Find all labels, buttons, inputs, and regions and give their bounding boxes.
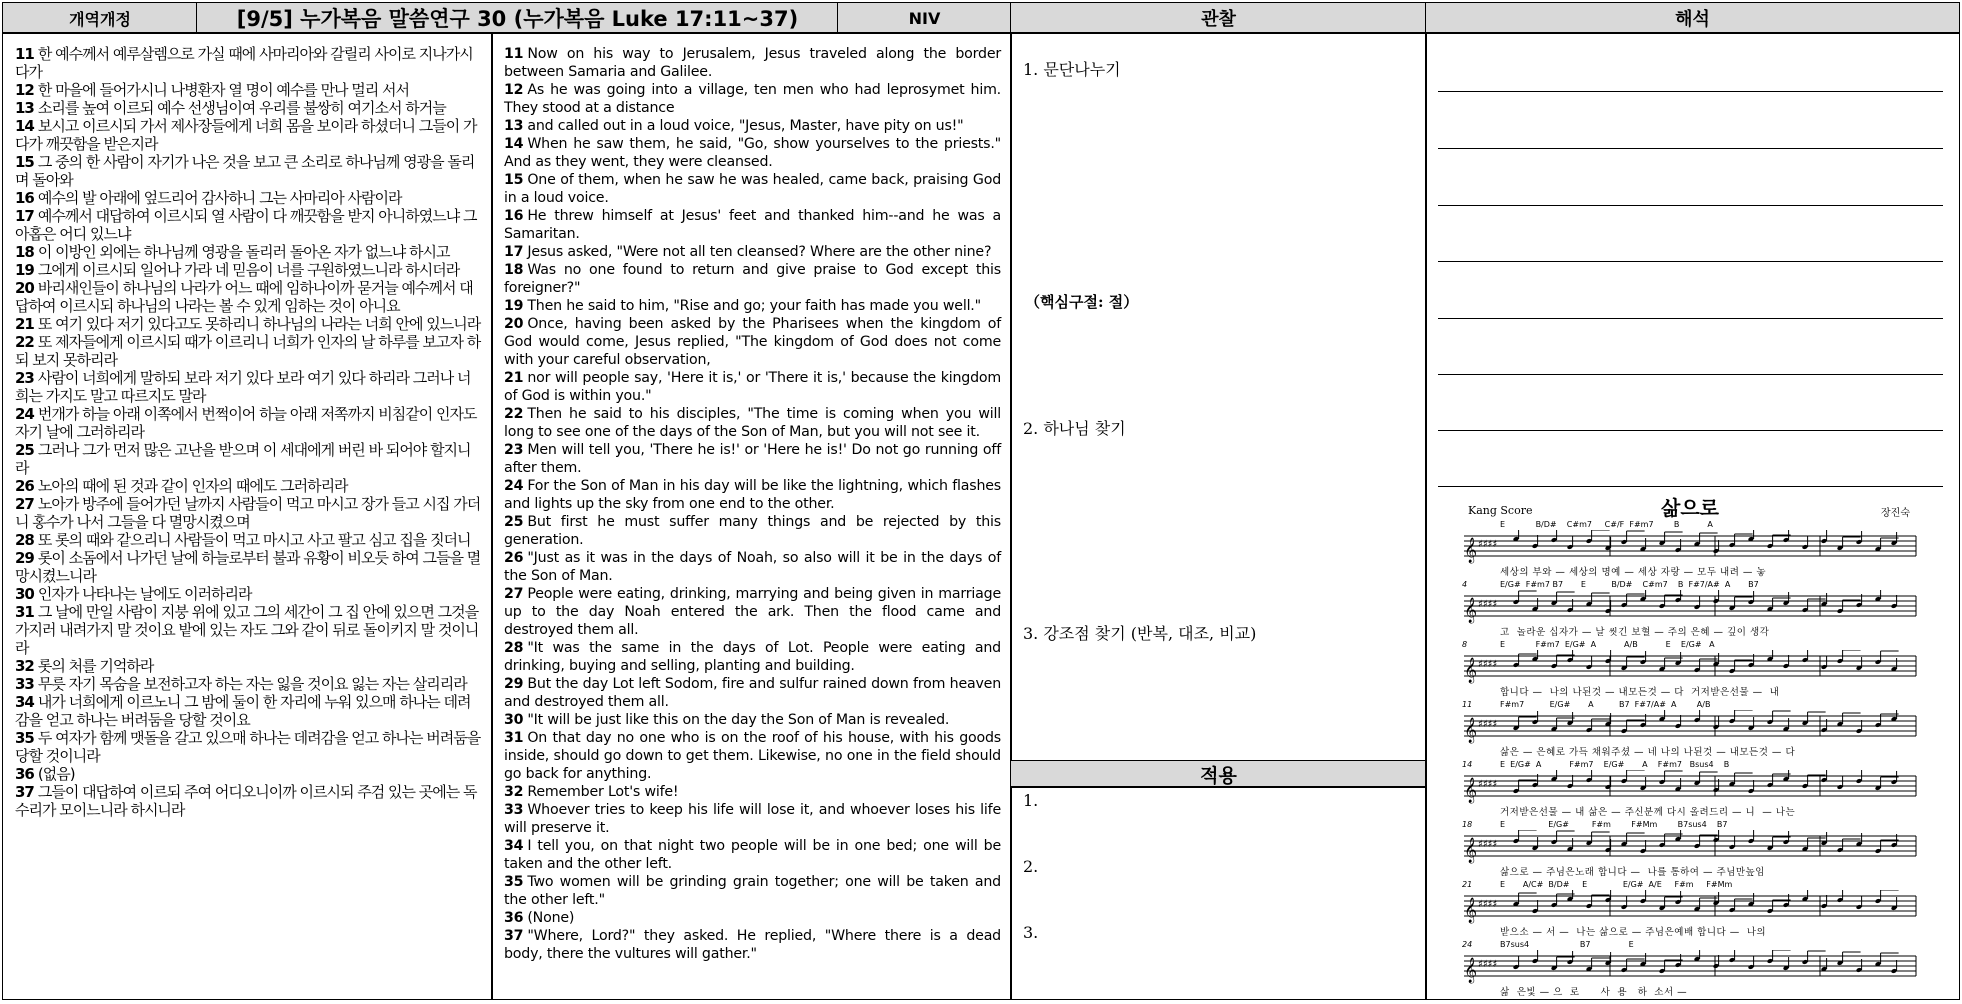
measure-number: 11 [1462,700,1473,709]
verse-ko-15: 15 그 중의 한 사람이 자기가 나은 것을 보고 큰 소리로 하나님께 영광을 돌리며 돌아와 [15,153,475,189]
treble-clef-icon: 𝄞 [1464,898,1478,923]
chord-symbols: F#m7 E/G# A B7 F#7/A# A A/B [1500,700,1711,709]
music-system [1460,640,1920,700]
score-composer: 장진숙 [1881,508,1910,519]
writing-line [1438,318,1943,319]
chord-symbols: B7sus4 B7 E [1500,940,1634,949]
verse-ko-20: 20 바리새인들이 하나님의 나라가 어느 때에 임하나이까 묻거늘 예수께서 대답하여 이르시되 하나님의 나라는 볼 수 있게 임하는 것이 아니요 [15,279,473,315]
staff [1460,710,1920,744]
verse-ko-27: 27 노아가 방주에 들어가던 날까지 사람들이 먹고 마시고 장가 들고 시집 가더니 홍수가 나서 그들을 다 멸망시켰으며 [15,495,481,531]
observation-header: 관찰 [1010,2,1427,34]
verse-en-23: 23 Men will tell you, 'There he is!' or 'Here he is!' Do not go running off after them. [504,442,1001,476]
verse-ko-24: 24 번개가 하늘 아래 이쪽에서 번쩍이어 하늘 아래 저쪽까지 비침같이 인자도 자기 날에 그러하리라 [15,405,477,441]
verse-ko-34: 34 내가 너희에게 이르노니 그 밤에 둘이 한 자리에 누워 있으매 하나는 데려감을 얻고 하나는 버려둠을 당할 것이요 [15,693,471,729]
verse-ko-13: 13 소리를 높여 이르되 예수 선생님이여 우리를 불쌍히 여기소서 하거늘 [15,99,446,117]
measure-number: 24 [1462,940,1473,949]
verse-ko-37: 37 그들이 대답하여 이르되 주여 어디오니이까 이르시되 주검 있는 곳에는 독수리가 모이느니라 하시니라 [15,783,477,819]
observation-paragraph-division: 1. 문단나누기 [1023,60,1121,79]
verse-en-15: 15 One of them, when he saw he was healed, came back, praising God in a loud voice. [504,172,1001,206]
staff [1460,650,1920,684]
verse-en-34: 34 I tell you, on that night two people will be in one bed; one will be taken and the other left. [504,838,1001,872]
verse-ko-18: 18 이 이방인 외에는 하나님께 영광을 돌리러 돌아온 자가 없느냐 하시고 [15,243,450,261]
korean-text-column [2,32,493,1000]
application-item-1: 1. [1023,791,1039,810]
treble-clef-icon: 𝄞 [1464,598,1478,623]
verse-en-37: 37 "Where, Lord?" they asked. He replied, "Where there is a dead body, there the vultures will gather." [504,928,1001,962]
application-panel [1010,786,1427,1000]
key-signature-icon: ♯♯♯♯ [1478,959,1498,970]
lyrics: 받으소 — 서 — 나는 삶으로 — 주님은예배 합니다 — 나의 [1500,927,1767,938]
observation-panel [1010,32,1427,762]
verse-ko-30: 30 인자가 나타나는 날에도 이러하리라 [15,585,252,603]
verse-en-13: 13 and called out in a loud voice, "Jesus, Master, have pity on us!" [504,118,964,134]
lyrics: 삶 은빛 — 으 로 사 용 하 소서 — [1500,987,1688,998]
verse-en-29: 29 But the day Lot left Sodom, fire and sulfur rained down from heaven and destroyed them all. [504,676,1001,710]
measure-number: 8 [1462,640,1468,649]
chord-symbols: E A/C# B/D# E E/G# A/E F#m F#Mm [1500,880,1733,889]
verse-en-36: 36 (None) [504,910,575,926]
staff [1460,530,1920,564]
writing-line [1438,261,1943,262]
verse-en-27: 27 People were eating, drinking, marrying and being given in marriage up to the day Noah entered the ark. Then the flood came and destroyed them all. [504,586,1001,638]
key-signature-icon: ♯♯♯♯ [1478,599,1498,610]
chord-symbols: E E/G# A F#m7 E/G# A F#m7 Bsus4 B [1500,760,1730,769]
key-signature-icon: ♯♯♯♯ [1478,719,1498,730]
observation-find-god: 2. 하나님 찾기 [1023,419,1126,438]
application-header: 적용 [1010,760,1427,788]
version-header: 개역개정 [2,2,198,34]
verse-ko-11: 11 한 예수께서 예루살렘으로 가실 때에 사마리아와 갈릴리 사이로 지나가시다가 [15,45,473,81]
verse-en-26: 26 "Just as it was in the days of Noah, so also will it be in the days of the Son of Man. [504,550,1001,584]
verse-en-31: 31 On that day no one who is on the roof of his house, with his goods inside, should go down to get them. Likewise, no one in the field should go back for anything. [504,730,1001,782]
verse-en-35: 35 Two women will be grinding grain together; one will be taken and the other left." [504,874,1001,908]
verse-ko-26: 26 노아의 때에 된 것과 같이 인자의 때에도 그러하리라 [15,477,348,495]
verse-ko-23: 23 사람이 너희에게 말하되 보라 저기 있다 보라 여기 있다 하리라 그러나 너희는 가지도 말고 따르지도 말라 [15,369,471,405]
verse-en-19: 19 Then he said to him, "Rise and go; your faith has made you well." [504,298,981,314]
verse-ko-19: 19 그에게 이르시되 일어나 가라 네 믿음이 너를 구원하였느니라 하시더라 [15,261,460,279]
verse-en-21: 21 nor will people say, 'Here it is,' or 'There it is,' because the kingdom of God is within you." [504,370,1001,404]
english-verse-list [504,45,1001,963]
verse-ko-29: 29 롯이 소돔에서 나가던 날에 하늘로부터 불과 유황이 비오듯 하여 그들을 멸망시켰느니라 [15,549,481,585]
sheet-music [1460,492,1920,1000]
lyrics: 고 놀라운 십자가 — 날 씻긴 보혈 — 주의 은혜 — 깊이 생각 [1500,627,1770,638]
staff [1460,590,1920,624]
verse-en-25: 25 But first he must suffer many things and be rejected by this generation. [504,514,1001,548]
treble-clef-icon: 𝄞 [1464,718,1478,743]
writing-line [1438,374,1943,375]
staff [1460,950,1920,984]
music-system [1460,580,1920,640]
measure-number: 4 [1462,580,1468,589]
staff [1460,830,1920,864]
verse-ko-36: 36 (없음) [15,765,75,783]
chord-symbols: E B/D# C#m7 C#/F F#m7 B A [1500,520,1713,529]
music-system [1460,760,1920,820]
lyrics: 삶은 — 은혜로 가득 채워주셨 — 네 나의 나된것 — 내모든것 — 다 [1500,747,1796,758]
verse-ko-16: 16 예수의 발 아래에 엎드리어 감사하니 그는 사마리아 사람이라 [15,189,402,207]
verse-ko-14: 14 보시고 이르시되 가서 제사장들에게 너희 몸을 보이라 하셨더니 그들이 가다가 깨끗함을 받은지라 [15,117,477,153]
verse-en-12: 12 As he was going into a village, ten men who had leprosymet him. They stood at a distance [504,82,1001,116]
verse-en-22: 22 Then he said to his disciples, "The time is coming when you will long to see one of the days of the Son of Man, but you will not see it. [504,406,1001,440]
verse-ko-35: 35 두 여자가 함께 맷돌을 갈고 있으매 하나는 데려감을 얻고 하나는 버려둠을 당할 것이니라 [15,729,481,765]
writing-line [1438,148,1943,149]
application-item-3: 3. [1023,923,1039,942]
music-system [1460,880,1920,940]
verse-ko-28: 28 또 롯의 때와 같으리니 사람들이 먹고 마시고 사고 팔고 심고 집을 짓더니 [15,531,471,549]
chord-symbols: E E/G# F#m F#Mm B7sus4 B7 [1500,820,1728,829]
treble-clef-icon: 𝄞 [1464,838,1478,863]
observation-emphasis: 3. 강조점 찾기 (반복, 대조, 비교) [1023,624,1257,643]
verse-en-30: 30 "It will be just like this on the day the Son of Man is revealed. [504,712,950,728]
music-system [1460,520,1920,580]
writing-line [1438,91,1943,92]
verse-en-17: 17 Jesus asked, "Were not all ten cleansed? Where are the other nine? [504,244,992,260]
key-signature-icon: ♯♯♯♯ [1478,779,1498,790]
verse-en-14: 14 When he saw them, he said, "Go, show yourselves to the priests." And as they went, they were cleansed. [504,136,1001,170]
treble-clef-icon: 𝄞 [1464,958,1478,983]
lyrics: 합니다 — 나의 나된것 — 내모든것 — 다 거저받은선물 — 내 [1500,687,1780,698]
lyrics: 거저받은선물 — 내 삶은 — 주신분께 다시 올려드리 — 니 — 나는 [1500,807,1796,818]
staff [1460,770,1920,804]
key-signature-icon: ♯♯♯♯ [1478,539,1498,550]
verse-en-16: 16 He threw himself at Jesus' feet and thanked him--and he was a Samaritan. [504,208,1001,242]
treble-clef-icon: 𝄞 [1464,658,1478,683]
verse-ko-31: 31 그 날에 만일 사람이 지붕 위에 있고 그의 세간이 그 집 안에 있으면 그것을 가지러 내려가지 말 것이요 밭에 있는 자도 그와 같이 뒤로 돌이키지 말 것이니라 [15,603,479,657]
application-item-2: 2. [1023,857,1039,876]
writing-line [1438,430,1943,431]
treble-clef-icon: 𝄞 [1464,778,1478,803]
music-system [1460,940,1920,1000]
treble-clef-icon: 𝄞 [1464,538,1478,563]
verse-ko-21: 21 또 여기 있다 저기 있다고도 못하리니 하나님의 나라는 너희 안에 있느니라 [15,315,481,333]
music-system [1460,700,1920,760]
verse-en-33: 33 Whoever tries to keep his life will lose it, and whoever loses his life will preserve it. [504,802,1001,836]
lyrics: 삶으로 — 주님은노래 합니다 — 나를 통하여 — 주님만높임 [1500,867,1765,878]
verse-en-24: 24 For the Son of Man in his day will be like the lightning, which flashes and lights up the sky from one end to the other. [504,478,1001,512]
english-text-column [491,32,1012,1000]
verse-en-11: 11 Now on his way to Jerusalem, Jesus traveled along the border between Samaria and Galilee. [504,46,1001,80]
verse-ko-22: 22 또 제자들에게 이르시되 때가 이르리니 너희가 인자의 날 하루를 보고자 하되 보지 못하리라 [15,333,481,369]
measure-number: 18 [1462,820,1473,829]
writing-line [1438,486,1943,487]
verse-ko-33: 33 무릇 자기 목숨을 보전하고자 하는 자는 잃을 것이요 잃는 자는 살리리라 [15,675,467,693]
chord-symbols: E/G# F#m7 B7 E B/D# C#m7 B F#7/A# A B7 [1500,580,1759,589]
verse-en-28: 28 "It was the same in the days of Lot. People were eating and drinking, buying and selling, planting and building. [504,640,1001,674]
korean-verse-list [15,45,483,819]
verse-en-32: 32 Remember Lot's wife! [504,784,679,800]
verse-ko-32: 32 롯의 처를 기억하라 [15,657,154,675]
score-systems [1460,520,1920,998]
verse-ko-17: 17 예수께서 대답하여 이르시되 열 사람이 다 깨끗함을 받지 아니하였느냐 그 아홉은 어디 있느냐 [15,207,477,243]
verse-ko-25: 25 그러나 그가 먼저 많은 고난을 받으며 이 세대에게 버린 바 되어야 할지니라 [15,441,471,477]
key-signature-icon: ♯♯♯♯ [1478,899,1498,910]
writing-line [1438,205,1943,206]
music-system [1460,820,1920,880]
score-title: 삶으로 [1661,496,1719,520]
page-title: [9/5] 누가복음 말씀연구 30 (누가복음 Luke 17:11~37) [196,2,839,34]
verse-en-18: 18 Was no one found to return and give praise to God except this foreigner?" [504,262,1001,296]
lyrics: 세상의 부와 — 세상의 명예 — 세상 자랑 — 모두 내려 — 놓 [1500,567,1767,578]
key-signature-icon: ♯♯♯♯ [1478,659,1498,670]
key-signature-icon: ♯♯♯♯ [1478,839,1498,850]
chord-symbols: E F#m7 E/G# A A/B E E/G# A [1500,640,1715,649]
niv-header: NIV [837,2,1012,34]
measure-number: 21 [1462,880,1473,889]
observation-key-verse: （핵심구절: 절） [1025,293,1139,311]
measure-number: 14 [1462,760,1473,769]
interpretation-header: 해석 [1425,2,1960,34]
staff [1460,890,1920,924]
verse-en-20: 20 Once, having been asked by the Pharisees when the kingdom of God would come, Jesus replied, "The kingdom of God does not come with your careful observation, [504,316,1001,368]
verse-ko-12: 12 한 마을에 들어가시니 나병환자 열 명이 예수를 만나 멀리 서서 [15,81,410,99]
score-publisher: Kang Score [1468,504,1533,517]
